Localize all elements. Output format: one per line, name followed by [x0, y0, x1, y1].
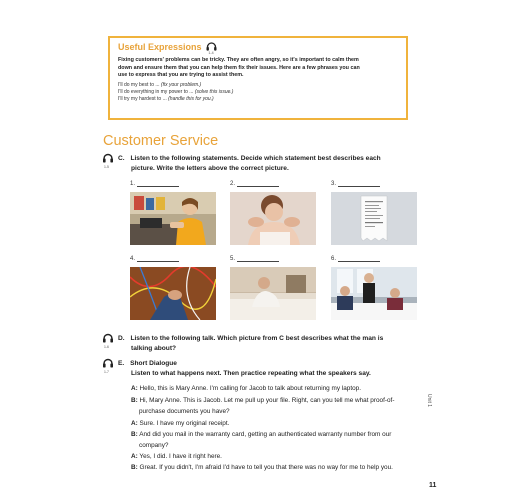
phrase-hint: (handle this for you.) — [168, 96, 214, 103]
answer-blank[interactable] — [237, 255, 279, 262]
headphones-icon[interactable] — [102, 333, 114, 343]
phrase-text: I'll try my hardest to ... — [118, 96, 169, 103]
dialogue-line — [131, 396, 394, 406]
phrase-hint: (solve this issue.) — [194, 88, 234, 95]
exercise-d-instructions — [118, 334, 383, 354]
dialogue-line — [131, 384, 361, 394]
speaker-label: B: — [131, 397, 138, 404]
headphones-icon[interactable] — [102, 153, 114, 163]
restaurant-waiter-photo — [331, 267, 417, 320]
useful-expressions-title: Useful Expressions — [118, 42, 202, 52]
picture-number: 5. — [230, 256, 236, 262]
speaker-label: B: — [131, 431, 138, 438]
dialogue-line — [131, 419, 229, 429]
phrase-item — [118, 96, 398, 103]
exercise-c-line1: Listen to the following statements. Decide which statement best describes each — [130, 155, 381, 162]
phrase-text: I'll do everything in my power to ... — [118, 88, 195, 95]
headphones-icon[interactable] — [102, 358, 114, 368]
answer-blank[interactable] — [137, 255, 179, 262]
speaker-label: A: — [131, 453, 138, 460]
picture-answer-3[interactable] — [331, 180, 380, 187]
exercise-e-instructions — [118, 359, 371, 379]
intro-line: down and ensure them that you can help them fix their issues. Here are a few phrases you can — [118, 64, 360, 71]
track-number: 1-4 — [208, 51, 214, 55]
picture-number: 6. — [331, 256, 337, 262]
phrase-list — [118, 82, 398, 104]
picture-number: 1. — [130, 181, 136, 187]
cashier-photo — [130, 192, 216, 245]
exercise-d-line2: talking about? — [131, 345, 177, 352]
picture-answer-4[interactable] — [130, 255, 179, 262]
section-title: Customer Service — [103, 133, 219, 149]
dialogue-text: Sure. I have my original receipt. — [139, 420, 230, 427]
useful-expressions-intro — [118, 57, 398, 80]
speaker-label: A: — [131, 420, 138, 427]
phrase-text: I'll do my best to ... — [118, 81, 161, 88]
unit-side-label: Unit 1 — [426, 394, 432, 408]
useful-expressions-box — [108, 36, 408, 120]
dialogue-text: Hello, this is Mary Anne. I'm calling for Jacob to talk about returning my laptop. — [139, 385, 361, 392]
dialogue-text: company? — [139, 442, 169, 449]
receipt-photo — [331, 192, 417, 245]
picture-answer-2[interactable] — [230, 180, 279, 187]
picture-answer-5[interactable] — [230, 255, 279, 262]
useful-expressions-header — [118, 42, 398, 55]
dialogue-text: Yes, I did. I have it right here. — [139, 453, 222, 460]
exercise-letter: D. — [118, 335, 125, 342]
speaker-label: B: — [131, 464, 138, 471]
dialogue-line — [131, 463, 393, 473]
phrase-hint: (fix your problem.) — [160, 81, 202, 88]
exercise-e-instruction: Listen to what happens next. Then practice repeating what the speakers say. — [131, 370, 371, 377]
hotel-room-photo — [230, 267, 316, 320]
intro-line: use to express that you are trying to assist them. — [118, 72, 244, 79]
track-number: 1-6 — [104, 345, 109, 349]
answer-blank[interactable] — [338, 180, 380, 187]
answer-blank[interactable] — [137, 180, 179, 187]
dialogue-text: And did you mail in the warranty card, getting an authenticated warranty number from our — [139, 431, 392, 438]
page-number: 11 — [429, 482, 437, 489]
picture-number: 4. — [130, 256, 136, 262]
picture-number: 3. — [331, 181, 337, 187]
dialogue-line — [131, 430, 391, 440]
picture-answer-6[interactable] — [331, 255, 380, 262]
massage-photo — [230, 192, 316, 245]
dialogue-text: purchase documents you have? — [139, 408, 230, 415]
dialogue-text: Great. If you didn't, I'm afraid I'd have to tell you that there was no way for me to help you. — [139, 464, 393, 471]
picture-answer-1[interactable] — [130, 180, 179, 187]
answer-blank[interactable] — [237, 180, 279, 187]
exercise-c-instructions — [118, 154, 381, 174]
exercise-c-line2: picture. Write the letters above the correct picture. — [131, 165, 289, 172]
speaker-label: A: — [131, 385, 138, 392]
headphones-icon[interactable] — [206, 42, 217, 55]
exercise-letter: E. — [118, 360, 125, 367]
answer-blank[interactable] — [338, 255, 380, 262]
phrase-item — [118, 89, 398, 96]
dialogue-text: Hi, Mary Anne. This is Jacob. Let me pull up your file. Right, can you tell me what proof-of- — [139, 397, 395, 404]
dialogue-line — [131, 452, 222, 462]
track-number: 1-5 — [104, 165, 109, 169]
phrase-item — [118, 82, 398, 89]
exercise-letter: C. — [118, 155, 125, 162]
wiring-repair-photo — [130, 267, 216, 320]
track-number: 1-7 — [104, 370, 109, 374]
intro-line: Fixing customers' problems can be tricky. They are often angry, so it's important to calm them — [118, 57, 359, 63]
picture-number: 2. — [230, 181, 236, 187]
exercise-e-title: Short Dialogue — [130, 360, 177, 367]
exercise-d-line1: Listen to the following talk. Which picture from C best describes what the man is — [130, 335, 384, 342]
